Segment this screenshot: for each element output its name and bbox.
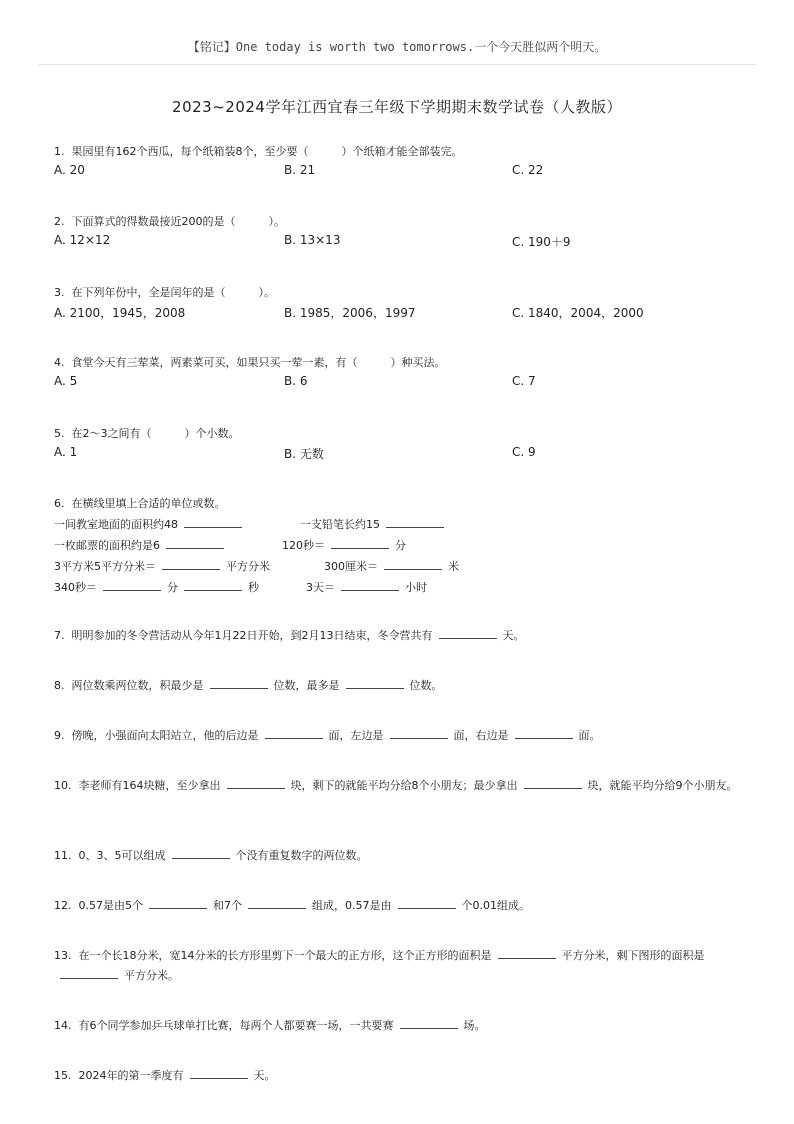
question-text: 天。 [253,1069,276,1082]
question-text: 两位数乘两位数，积最少是 [71,679,204,692]
page-header-motto: 【铭记】One today is worth two tomorrows.一个今天胜似两个明天。 [187,40,607,54]
answer-blank[interactable] [400,1018,458,1029]
answer-blank[interactable] [331,538,389,549]
q6-item-text: 3天＝ [306,581,335,594]
answer-blank[interactable] [398,898,456,909]
question-1 [54,142,744,162]
question-text: 面，右边是 [453,729,509,742]
q6-item [54,578,259,598]
question-number: 11. [54,849,72,862]
question-text: 2024年的第一季度有 [78,1069,184,1082]
question-text: 李老师有164块糖，至少拿出 [78,779,221,792]
q6-item [54,557,270,577]
question-text: 平方分米，剩下图形的面积是 [561,949,705,962]
question-text: 傍晚，小强面向太阳站立，他的后边是 [71,729,259,742]
option-c[interactable]: C. 7 [512,374,536,388]
q6-item-text: 3平方米5平方分米＝ [54,560,156,573]
question-1-options [54,163,744,183]
question-5 [54,424,744,444]
answer-blank[interactable] [172,848,230,859]
answer-blank[interactable] [498,948,556,959]
question-text: 果园里有162个西瓜，每个纸箱装8个，至少要（ ）个纸箱才能全部装完。 [71,145,463,158]
question-text: 在一个长18分米，宽14分米的长方形里剪下一个最大的正方形，这个正方形的面积是 [78,949,492,962]
question-text: 块，就能平均分给9个小朋友。 [587,779,738,792]
option-a[interactable]: A. 2100，1945，2008 [54,306,186,320]
answer-blank[interactable] [190,1068,248,1079]
question-text: 在2～3之间有（ ）个小数。 [71,427,240,440]
question-12 [54,896,744,916]
answer-blank[interactable] [515,728,573,739]
option-a[interactable]: A. 20 [54,163,85,177]
option-a[interactable]: A. 12×12 [54,233,111,247]
answer-blank[interactable] [386,517,444,528]
question-number: 12. [54,899,72,912]
question-9 [54,726,744,746]
question-text: 位数，最多是 [273,679,340,692]
q6-item-unit: 小时 [405,581,427,594]
q6-item-unit: 秒 [248,581,259,594]
question-number: 1. [54,145,65,158]
question-text: 0.57是由5个 [78,899,143,912]
option-c[interactable]: C. 22 [512,163,544,177]
answer-blank[interactable] [248,898,306,909]
question-number: 2. [54,215,65,228]
question-4 [54,353,744,373]
answer-blank[interactable] [384,559,442,570]
q6-item-unit: 分 [395,539,406,552]
q6-item [300,515,450,535]
q6-item [54,536,230,556]
question-text: 平方分米。 [124,969,179,982]
question-number: 3. [54,286,65,299]
question-2-options [54,233,744,253]
question-number: 6. [54,497,65,510]
option-c[interactable]: C. 1840，2004，2000 [512,306,644,320]
question-3 [54,283,744,303]
q6-item-text: 120秒＝ [282,539,325,552]
question-text: 有6个同学参加乒乓球单打比赛，每两个人都要赛一场，一共要赛 [78,1019,394,1032]
question-text: 块，剩下的就能平均分给8个小朋友；最少拿出 [290,779,518,792]
question-number: 14. [54,1019,72,1032]
question-text: 在下列年份中，全是闰年的是（ ）。 [71,286,275,299]
question-10 [54,776,744,796]
question-text: 面，左边是 [328,729,384,742]
question-text: 组成，0.57是由 [312,899,392,912]
option-b[interactable]: B. 21 [284,163,316,177]
question-number: 7. [54,629,65,642]
question-number: 5. [54,427,65,440]
option-c[interactable]: C. 9 [512,445,536,459]
option-a[interactable]: A. 1 [54,445,78,459]
q6-item-text: 300厘米＝ [324,560,378,573]
question-number: 8. [54,679,65,692]
answer-blank[interactable] [103,580,161,591]
q6-item-text: 一间教室地面的面积约48 [54,518,178,531]
question-15 [54,1066,744,1086]
q6-item [324,557,459,577]
question-text: 场。 [463,1019,486,1032]
question-text: 天。 [502,629,525,642]
question-5-options [54,445,744,465]
answer-blank[interactable] [227,778,285,789]
question-13 [54,946,744,986]
question-text: 个没有重复数字的两位数。 [235,849,368,862]
answer-blank[interactable] [162,559,220,570]
question-8 [54,676,744,696]
question-4-options [54,374,744,394]
q6-item-text: 一枚邮票的面积约是6 [54,539,160,552]
option-b[interactable]: B. 6 [284,374,308,388]
option-a[interactable]: A. 5 [54,374,78,388]
question-number: 15. [54,1069,72,1082]
option-c[interactable]: C. 190＋9 [512,235,571,249]
answer-blank[interactable] [166,538,224,549]
question-text: 和7个 [213,899,242,912]
page-title: 2023~2024学年江西宜春三年级下学期期末数学试卷（人教版） [172,98,622,116]
question-11 [54,846,744,866]
question-number: 13. [54,949,72,962]
question-number: 10. [54,779,72,792]
question-6 [54,494,744,514]
header-divider [38,64,756,65]
answer-blank[interactable] [341,580,399,591]
q6-item-text: 340秒＝ [54,581,97,594]
answer-blank[interactable] [265,728,323,739]
question-text: 面。 [578,729,601,742]
q6-item [306,578,427,598]
question-2 [54,212,744,232]
question-number: 9. [54,729,65,742]
answer-blank[interactable] [524,778,582,789]
question-text: 0、3、5可以组成 [78,849,166,862]
question-7 [54,626,744,646]
option-b[interactable]: B. 无数 [284,447,324,461]
answer-blank[interactable] [60,968,118,979]
answer-blank[interactable] [184,517,242,528]
question-number: 4. [54,356,65,369]
question-text: 个0.01组成。 [461,899,530,912]
q6-item-unit: 分 [167,581,178,594]
question-text: 下面算式的得数最接近200的是（ ）。 [71,215,285,228]
option-b[interactable]: B. 13×13 [284,233,341,247]
q6-item [282,536,406,556]
answer-blank[interactable] [184,580,242,591]
q6-item-unit: 平方分米 [226,560,270,573]
answer-blank[interactable] [390,728,448,739]
answer-blank[interactable] [149,898,207,909]
question-text: 在横线里填上合适的单位或数。 [71,497,226,510]
question-text: 食堂今天有三荤菜，两素菜可买，如果只买一荤一素，有（ ）种买法。 [71,356,446,369]
question-14 [54,1016,744,1036]
q6-item-unit: 米 [448,560,459,573]
answer-blank[interactable] [439,628,497,639]
question-3-options [54,304,744,324]
option-b[interactable]: B. 1985，2006，1997 [284,306,416,320]
answer-blank[interactable] [346,678,404,689]
answer-blank[interactable] [210,678,268,689]
q6-item [54,515,248,535]
question-text: 位数。 [409,679,443,692]
q6-item-text: 一支铅笔长约15 [300,518,380,531]
question-text: 明明参加的冬令营活动从今年1月22日开始，到2月13日结束，冬令营共有 [71,629,433,642]
